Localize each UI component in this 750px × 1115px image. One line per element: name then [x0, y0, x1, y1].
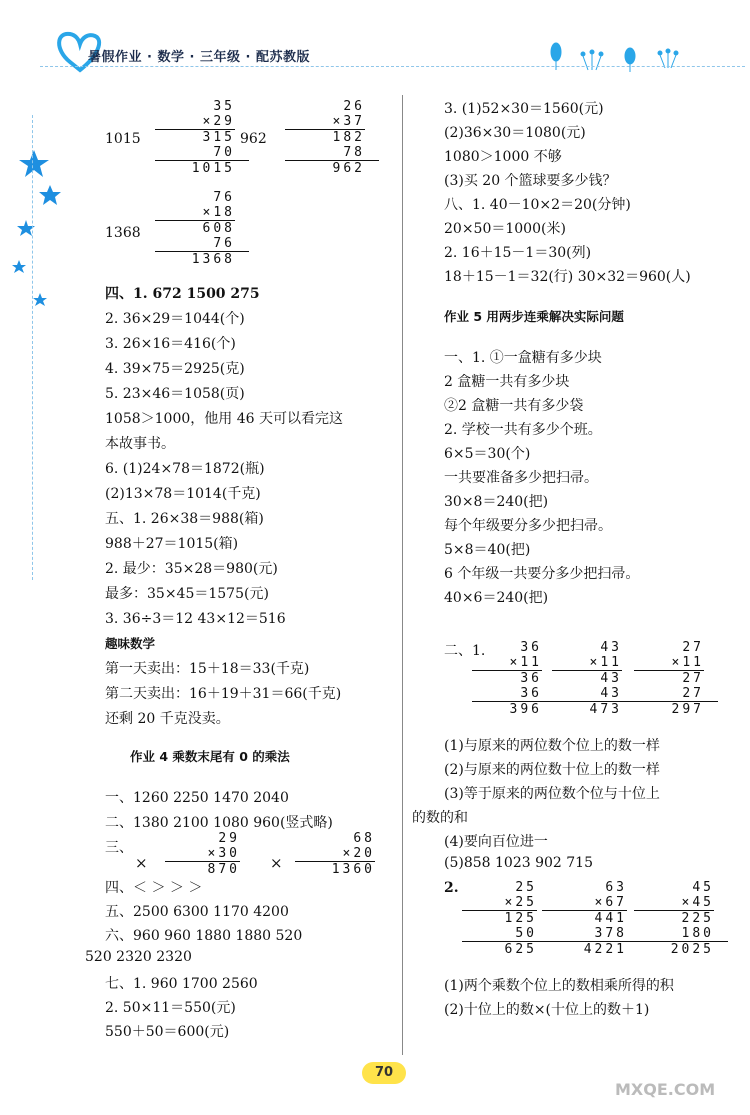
answer-line: (3)等于原来的两位数个位与十位上	[444, 786, 660, 802]
answer-line: 五、2500 6300 1170 4200	[105, 904, 289, 920]
vertical-multiplication: 76 ×18 608 76 1368	[155, 190, 235, 267]
answer-line: (1)两个乘数个位上的数相乘所得的积	[444, 978, 674, 994]
answer-line: (3)买 20 个篮球要多少钱？	[444, 173, 617, 189]
answer-line: 5×8＝40(把)	[444, 542, 531, 558]
vertical-multiplication: 68 ×20 1360	[295, 831, 375, 877]
answer-line: 3. (1)52×30＝1560(元)	[444, 101, 604, 117]
tree-icon	[551, 43, 678, 72]
answer-line: 2. 最少：35×28＝980(元)	[105, 561, 278, 577]
answer-line: 988＋27＝1015(箱)	[105, 536, 239, 552]
answer-line: 5. 23×46＝1058(页)	[105, 386, 245, 402]
vertical-multiplication: 63 ×67 441 378 4221	[542, 880, 627, 957]
vertical-multiplication: 26 ×37 182 78 962	[285, 99, 365, 176]
answer-line: (2)36×30＝1080(元)	[444, 125, 586, 141]
answer-line: 三、	[105, 840, 133, 856]
star-icon	[12, 150, 61, 306]
answer-line: 6. (1)24×78＝1872(瓶)	[105, 461, 265, 477]
answer-line: 的数的和	[412, 810, 468, 826]
vertical-multiplication: 43 ×11 43 43 473	[552, 640, 622, 717]
answer-line: 6 个年级一共要分多少把扫帚。	[444, 566, 640, 582]
answer-line: 八、1. 40－10×2＝20(分钟)	[444, 197, 631, 213]
answer-line: (2)13×78＝1014(千克)	[105, 486, 261, 502]
left-margin-rule	[32, 115, 33, 580]
answer-line: 2.	[444, 880, 459, 896]
answer-line: 五、1. 26×38＝988(箱)	[105, 511, 264, 527]
vertical-multiplication: 25 ×25 125 50 625	[462, 880, 537, 957]
wrong-mark: ×	[135, 854, 148, 872]
homework-title: 作业 5 用两步连乘解决实际问题	[444, 309, 624, 324]
answer-line: 3. 26×16＝416(个)	[105, 336, 236, 352]
answer-line: 20×50＝1000(米)	[444, 221, 566, 237]
answer-line: 每个年级要分多少把扫帚。	[444, 518, 612, 534]
answer-line: 2. 16＋15－1＝30(列)	[444, 245, 592, 261]
answer-line: (2)与原来的两位数十位上的数一样	[444, 762, 660, 778]
answer-line: 六、960 960 1880 1880 520	[105, 928, 303, 944]
answer-line: ②2 盒糖一共有多少袋	[444, 398, 584, 414]
answer-line: 30×8＝240(把)	[444, 494, 549, 510]
answer-line: (1)与原来的两位数个位上的数一样	[444, 738, 660, 754]
answer-line: 4. 39×75＝2925(克)	[105, 361, 245, 377]
vertical-multiplication: 45 ×45 225 180 2025	[634, 880, 714, 957]
answer-line: 最多：35×45＝1575(元)	[105, 586, 269, 602]
answer-line: (5)858 1023 902 715	[444, 855, 593, 871]
answer-line: 第一天卖出：15＋18＝33(千克)	[105, 661, 310, 677]
answer-line: 2 盒糖一共有多少块	[444, 374, 570, 390]
column-divider	[402, 95, 403, 1055]
answer-line: 550＋50＝600(元)	[105, 1024, 230, 1040]
answer-line: 还剩 20 千克没卖。	[105, 711, 230, 727]
answer-line: 18＋15－1＝32(行) 30×32＝960(人)	[444, 269, 691, 285]
answer-line: 520 2320 2320	[85, 949, 192, 965]
answer-line: 一共要准备多少把扫帚。	[444, 470, 598, 486]
answer-line: 40×6＝240(把)	[444, 590, 549, 606]
answer-line: 一、1. ①一盒糖有多少块	[444, 350, 602, 366]
section-heading: 趣味数学	[105, 636, 156, 651]
calc-result: 1015	[105, 131, 141, 147]
answer-line: 四、＜ ＞ ＞ ＞	[105, 880, 203, 896]
vertical-multiplication: 29 ×30 870	[165, 831, 240, 877]
answer-line: 1058＞1000，他用 46 天可以看完这	[105, 411, 343, 427]
answer-line: 一、1260 2250 1470 2040	[105, 790, 289, 806]
header-title: 暑假作业 · 数学 · 三年级 · 配苏教版	[88, 50, 310, 65]
homework-title: 作业 4 乘数末尾有 0 的乘法	[130, 749, 290, 764]
answer-line: 2. 50×11＝550(元)	[105, 1000, 236, 1016]
vertical-multiplication: 36 ×11 36 36 396	[472, 640, 542, 717]
vertical-multiplication: 35 ×29 315 70 1015	[155, 99, 235, 176]
calc-result: 962	[240, 131, 267, 147]
answer-line: 二、1.	[444, 643, 486, 659]
answer-line: 本故事书。	[105, 436, 175, 452]
calc-result: 1368	[105, 225, 141, 241]
wrong-mark: ×	[270, 854, 283, 872]
answer-line: 6×5＝30(个)	[444, 446, 531, 462]
answer-line: 七、1. 960 1700 2560	[105, 976, 258, 992]
answer-line: (2)十位上的数×(十位上的数＋1)	[444, 1002, 650, 1018]
page-number: 70	[362, 1062, 406, 1084]
answer-line: 2. 36×29＝1044(个)	[105, 311, 245, 327]
answer-line: (4)要向百位进一	[444, 834, 548, 850]
answer-line: 1080＞1000 不够	[444, 149, 562, 165]
answer-line: 2. 学校一共有多少个班。	[444, 422, 602, 438]
header-divider	[40, 66, 745, 67]
answer-line: 第二天卖出：16＋19＋31＝66(千克)	[105, 686, 342, 702]
answer-line: 3. 36÷3＝12 43×12＝516	[105, 611, 286, 627]
answer-line: 二、1380 2100 1080 960(竖式略)	[105, 815, 333, 831]
vertical-multiplication: 27 ×11 27 27 297	[634, 640, 704, 717]
watermark: MXQE.COM	[615, 1080, 716, 1099]
answer-line: 四、1. 672 1500 275	[105, 286, 260, 302]
